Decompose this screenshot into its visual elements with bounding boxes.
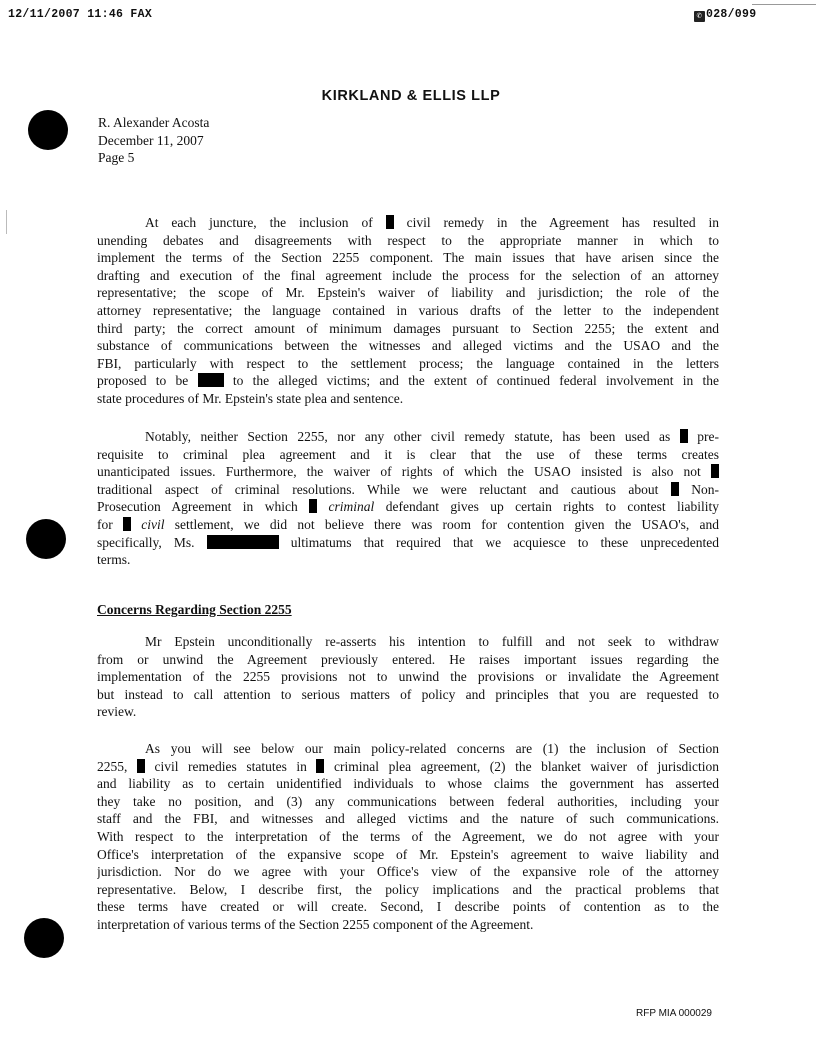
redaction-block	[137, 759, 145, 773]
text-line: state procedures of Mr. Epstein's state plea and sentence.	[97, 390, 404, 406]
redaction-block	[309, 499, 317, 513]
text-line: for civil settlement, we did not believe there was room for contention given the USAO's, and	[97, 516, 719, 532]
text-line: As you will see below our main policy-related concerns are (1) the inclusion of Section	[145, 741, 719, 756]
text-line: representative; the scope of Mr. Epstein's waiver of liability and jurisdiction; the role of the	[97, 285, 719, 301]
text-line: they take no position, and (3) any communications between federal authorities, including your	[97, 793, 719, 809]
text-line: 2255, civil remedies statutes in criminal plea agreement, (2) the blanket waiver of jurisdiction	[97, 758, 719, 774]
text-line: review.	[97, 704, 137, 720]
text-line: attorney representative; the language contained in various drafts of the letter to the independent	[97, 302, 719, 318]
text-line: unanticipated issues. Furthermore, the waiver of rights of which the USAO insisted is also not	[97, 463, 719, 481]
text-line: these terms have created or will create. Second, I describe points of contention as to the	[97, 899, 719, 915]
redaction-block	[123, 517, 131, 531]
fax-timestamp: 12/11/2007 11:46 FAX	[8, 8, 153, 21]
letterhead-block	[98, 114, 209, 167]
text-line: implement the terms of the Section 2255 component. The main issues that have arisen since the	[97, 250, 719, 266]
text-line: proposed to be to the alleged victims; and the extent of continued federal involvement in the	[97, 373, 719, 389]
redaction-block	[680, 429, 688, 443]
text-line: Mr Epstein unconditionally re-asserts his intention to fulfill and not seek to withdraw	[145, 634, 719, 649]
hole-punch-bottom	[24, 918, 64, 958]
redaction-block	[671, 482, 679, 496]
hole-punch-middle	[26, 519, 66, 559]
text-line: Notably, neither Section 2255, nor any other civil remedy statute, has been used as pre-	[145, 429, 719, 444]
paragraph-4	[97, 740, 719, 934]
text-line: drafting and execution of the final agreement include the process for the selection of an attorney	[97, 267, 719, 283]
scan-rule	[752, 4, 816, 5]
scan-margin-mark	[6, 210, 7, 234]
text-line: third party; the correct amount of minimum damages pursuant to Section 2255; the extent and	[97, 320, 719, 336]
text-line: At each juncture, the inclusion of civil remedy in the Agreement has resulted in	[145, 215, 719, 230]
paragraph-3	[97, 633, 719, 721]
text-line: Office's interpretation of the expansive scope of Mr. Epstein's agreement to waive liability and	[97, 846, 719, 862]
text-line: interpretation of various terms of the Section 2255 component of the Agreement.	[97, 916, 534, 932]
text-line: implementation of the 2255 provisions not to unwind the provisions or invalidate the Agreement	[97, 669, 719, 685]
text-line: substance of communications between the witnesses and alleged victims and the USAO and the	[97, 338, 719, 354]
text-line: FBI, particularly with respect to the settlement process; the language contained in the letters	[97, 355, 719, 371]
recipient-name: R. Alexander Acosta	[98, 115, 210, 130]
text-line: but instead to call attention to serious matters of policy and principles that you are requested to	[97, 686, 719, 702]
redaction-block	[207, 535, 279, 549]
redaction-block	[198, 373, 224, 387]
text-line: Prosecution Agreement in which criminal defendant gives up certain rights to contest liability	[97, 499, 719, 515]
fax-page-counter	[694, 8, 756, 22]
redaction-block	[711, 464, 719, 478]
redaction-block	[316, 759, 324, 773]
text-line: representative. Below, I describe first, the policy implications and the practical problems that	[97, 881, 719, 897]
text-line: jurisdiction. Nor do we agree with your Office's view of the expansive role of the attorney	[97, 864, 719, 880]
text-line: and liability as to certain unidentified individuals to whose claims the government has asserted	[97, 776, 719, 792]
section-heading: Concerns Regarding Section 2255	[97, 602, 292, 617]
letter-date: December 11, 2007	[98, 132, 204, 148]
fax-page-number: 028/099	[706, 8, 757, 21]
text-line: from or unwind the Agreement previously entered. He raises important issues regarding the	[97, 651, 719, 667]
text-line: specifically, Ms. ultimatums that required that we acquiesce to these unprecedented	[97, 534, 719, 550]
paragraph-1	[97, 214, 719, 408]
text-line: staff and the FBI, and witnesses and alleged victims and the nature of such communications.	[97, 811, 719, 827]
firm-name: KIRKLAND & ELLIS LLP	[321, 88, 501, 104]
hole-punch-top	[28, 110, 68, 150]
fax-header	[0, 6, 816, 26]
text-line: requisite to criminal plea agreement and it is clear that the use of these terms creates	[97, 446, 719, 462]
bates-number: RFP MIA 000029	[636, 1008, 712, 1019]
redaction-block	[386, 215, 394, 229]
fax-icon: ✆	[694, 11, 705, 22]
text-line: terms.	[97, 552, 131, 568]
text-line: traditional aspect of criminal resolutions. While we were reluctant and cautious about Non-	[97, 481, 719, 497]
text-line: unending debates and disagreements with respect to the appropriate manner in which to	[97, 232, 719, 248]
text-line: With respect to the interpretation of the terms of the Agreement, we do not agree with your	[97, 828, 719, 844]
paragraph-2	[97, 428, 719, 569]
page-number: Page 5	[98, 150, 135, 165]
